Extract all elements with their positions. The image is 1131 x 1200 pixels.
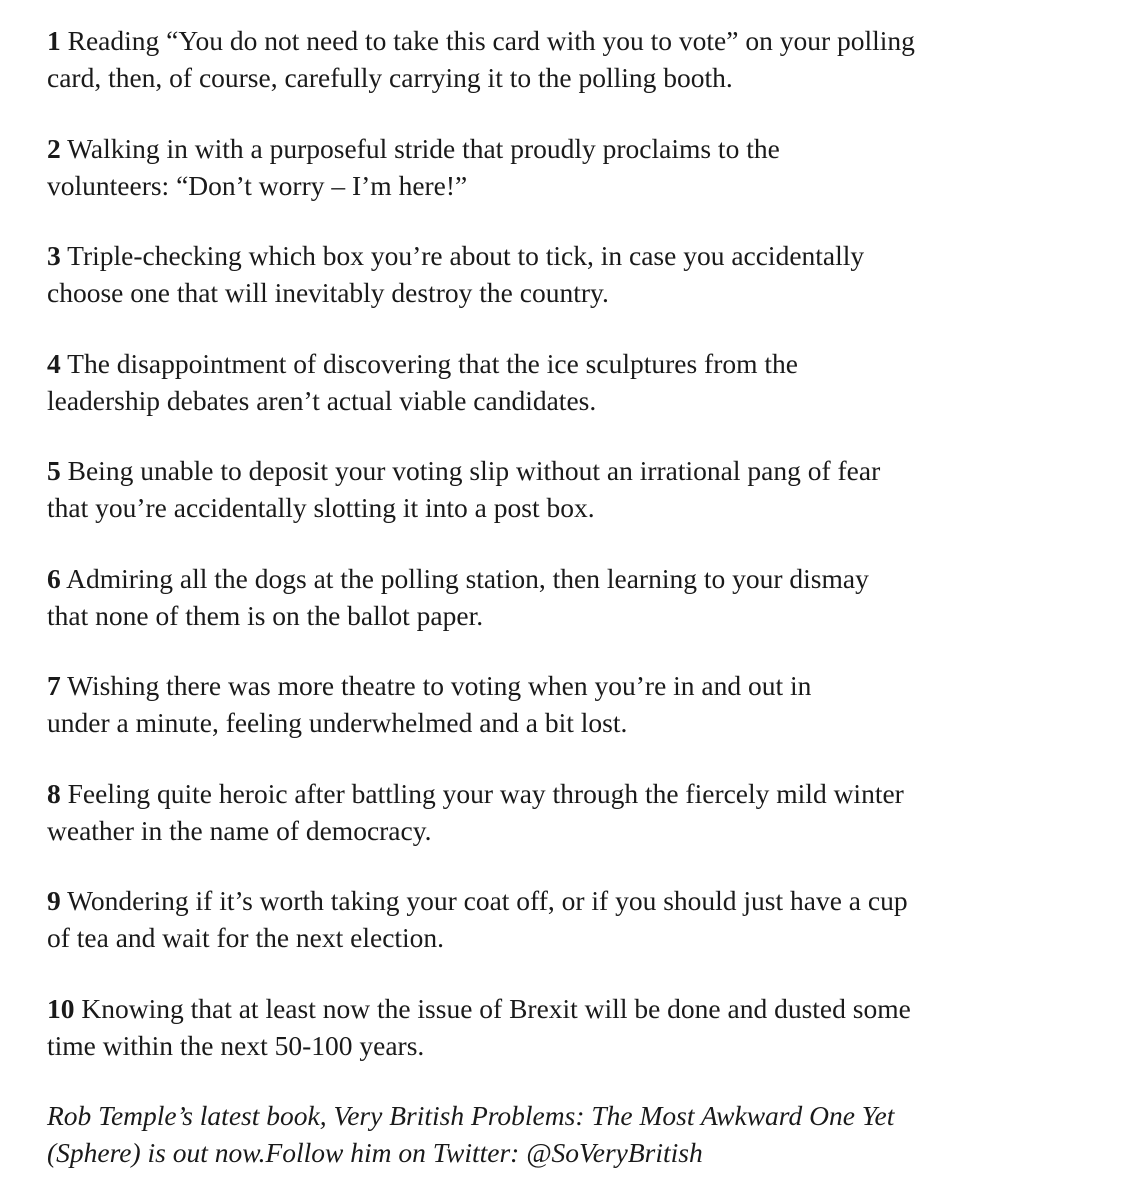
item-text: Walking in with a purposeful stride that proudly proclaims to the <box>67 132 780 164</box>
list-item-line <box>47 882 1047 919</box>
item-text: Wishing there was more theatre to voting when you’re in and out in <box>67 670 812 701</box>
item-number: 6 <box>47 562 61 594</box>
item-text: choose one that will inevitably destroy the country. <box>47 277 609 308</box>
item-text: under a minute, feeling underwhelmed and a bit lost. <box>47 707 628 738</box>
item-text: Being unable to deposit your voting slip without an irrational pang of fear <box>67 455 881 486</box>
list-item-3 <box>47 237 1047 311</box>
item-number: 7 <box>47 670 61 701</box>
author-note-line: (Sphere) is out now.Follow him on Twitter: @SoVeryBritish <box>47 1137 703 1168</box>
author-note <box>47 1097 1047 1171</box>
list-item-7 <box>47 667 1047 741</box>
list-item-line <box>47 237 1047 274</box>
item-number: 1 <box>47 25 61 56</box>
item-number: 9 <box>47 885 61 916</box>
list-item-line <box>47 452 1047 489</box>
list-item-line <box>47 667 1047 704</box>
list-item-line <box>47 560 1047 597</box>
item-text: weather in the name of democracy. <box>47 814 432 846</box>
item-number: 5 <box>47 455 61 486</box>
author-note-line: Rob Temple’s latest book, Very British Problems: The Most Awkward One Yet <box>47 1100 895 1131</box>
item-number: 8 <box>47 777 61 809</box>
item-text: card, then, of course, carefully carrying it to the polling booth. <box>47 62 733 93</box>
list-item-4 <box>47 345 1047 419</box>
item-text: The disappointment of discovering that the ice sculptures from the <box>67 347 798 379</box>
item-text: Reading “You do not need to take this card with you to vote” on your polling <box>67 25 915 56</box>
item-text: that you’re accidentally slotting it into a post box. <box>47 492 595 523</box>
list-item-line <box>47 130 1047 167</box>
item-number: 4 <box>47 347 61 379</box>
list-item-8 <box>47 775 1047 849</box>
item-text: that none of them is on the ballot paper. <box>47 599 484 631</box>
list-item-line <box>47 990 1047 1027</box>
item-text: Feeling quite heroic after battling your way through the fiercely mild winter <box>67 777 904 809</box>
item-text: Triple-checking which box you’re about to tick, in case you accidentally <box>67 240 865 271</box>
list-item-line <box>47 345 1047 382</box>
list-item-1 <box>47 22 1047 96</box>
item-text: volunteers: “Don’t worry – I’m here!” <box>47 169 468 201</box>
item-text: time within the next 50-100 years. <box>47 1029 425 1061</box>
list-item-line <box>47 775 1047 812</box>
item-text: Knowing that at least now the issue of Brexit will be done and dusted some <box>81 992 911 1024</box>
list-item-5 <box>47 452 1047 526</box>
item-number: 10 <box>47 992 75 1024</box>
list-item-line <box>47 22 1047 59</box>
item-text: Wondering if it’s worth taking your coat off, or if you should just have a cup <box>67 885 908 916</box>
list-item-2 <box>47 130 1047 204</box>
item-text: leadership debates aren’t actual viable candidates. <box>47 384 597 416</box>
item-text: of tea and wait for the next election. <box>47 922 445 953</box>
item-text: Admiring all the dogs at the polling station, then learning to your dismay <box>66 562 869 594</box>
list-item-10 <box>47 990 1047 1064</box>
list-item-6 <box>47 560 1047 634</box>
article-body <box>47 22 1047 1171</box>
list-item-9 <box>47 882 1047 956</box>
item-number: 2 <box>47 132 61 164</box>
item-number: 3 <box>47 240 61 271</box>
